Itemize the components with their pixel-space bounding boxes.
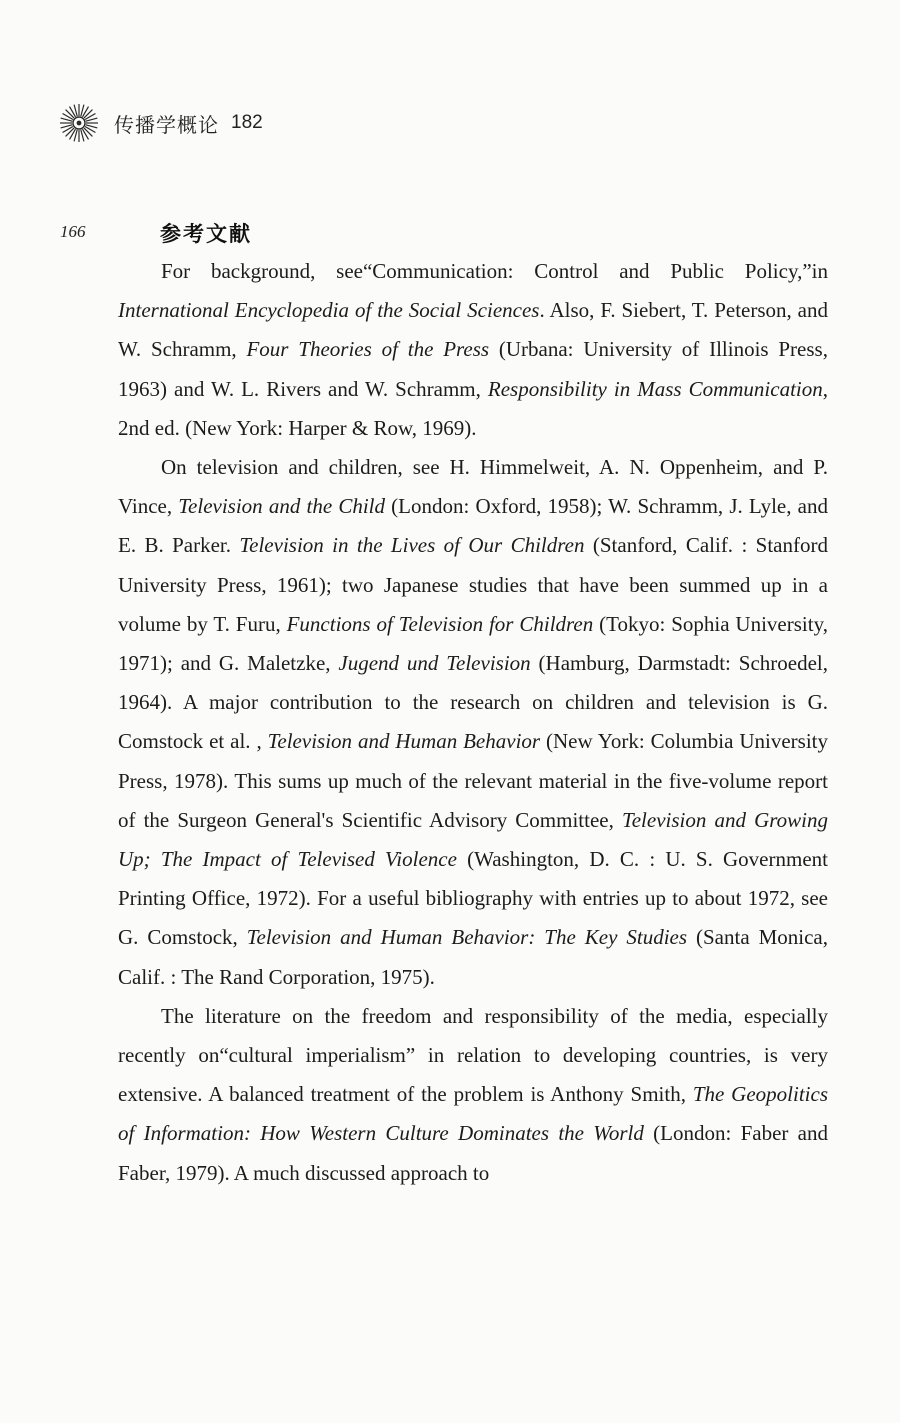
reference-paragraph <box>118 997 828 1193</box>
cited-title: Jugend und Television <box>338 651 531 676</box>
paragraph-text: The literature on the freedom and responsibility of the media, especially recently on“cultural imperialism” in relation to developing countries, is very extensive. A balanced treatment of the problem is Anthony Smith, <box>118 1003 828 1107</box>
paragraph-text: (Urbana: University of Illinois Press, 1963) and W. L. Rivers and W. Schramm, <box>118 337 828 401</box>
paragraph-text: (Hamburg, Darmstadt: Schroedel, 1964). A major contribution to the research on children and television is G. Comstock et al. , <box>118 651 828 754</box>
references-body <box>118 252 828 1193</box>
paragraph-text: , 2nd ed. (New York: Harper & Row, 1969). <box>118 376 828 440</box>
cited-title: Television and the Child <box>178 494 385 519</box>
margin-page-number: 166 <box>60 222 86 241</box>
cited-title: Responsibility in Mass Communication <box>487 376 823 401</box>
cited-title: Functions of Television for Children <box>286 611 594 636</box>
page-number: 182 <box>231 112 263 133</box>
sunburst-emblem-icon <box>58 102 100 144</box>
section-title: 参考文献 <box>160 222 252 246</box>
cited-title: International Encyclopedia of the Social Sciences <box>118 298 540 323</box>
reference-paragraph <box>118 448 828 997</box>
paragraph-text: (Santa Monica, Calif. : The Rand Corporation, 1975). <box>118 925 828 989</box>
cited-title: The Geopolitics of Information: How Western Culture Dominates the World <box>118 1082 828 1146</box>
paragraph-text: (New York: Columbia University Press, 1978). This sums up much of the relevant material in the five-volume report of the Surgeon General's Scientific Advisory Committee, <box>118 729 828 832</box>
reference-paragraph <box>118 252 828 448</box>
paragraph-text: (Washington, D. C. : U. S. Government Printing Office, 1972). For a useful bibliography with entries up to about 1972, see G. Comstock, <box>118 847 828 950</box>
running-header <box>58 100 263 146</box>
paragraph-text: For background, see“Communication: Control and Public Policy,”in <box>161 259 828 283</box>
cited-title: Television and Human Behavior <box>267 729 541 754</box>
paragraph-text: (London: Faber and Faber, 1979). A much discussed approach to <box>118 1121 828 1185</box>
paragraph-text: On television and children, see H. Himmelweit, A. N. Oppenheim, and P. Vince, <box>118 455 828 519</box>
cited-title: Television and Growing Up; The Impact of Televised Violence <box>118 807 828 872</box>
book-title: 传播学概论 <box>114 112 219 137</box>
paragraph-text: (Stanford, Calif. : Stanford University Press, 1961); two Japanese studies that have been summed up in a volume by T. Furu, <box>118 533 828 636</box>
paragraph-text: . Also, F. Siebert, T. Peterson, and W. Schramm, <box>118 298 828 362</box>
paragraph-text: (Tokyo: Sophia University, 1971); and G. Maletzke, <box>118 611 828 676</box>
cited-title: Television in the Lives of Our Children <box>239 533 585 558</box>
cited-title: Television and Human Behavior: The Key Studies <box>246 925 688 950</box>
cited-title: Four Theories of the Press <box>246 337 490 362</box>
paragraph-text: (London: Oxford, 1958); W. Schramm, J. Lyle, and E. B. Parker. <box>118 494 828 558</box>
